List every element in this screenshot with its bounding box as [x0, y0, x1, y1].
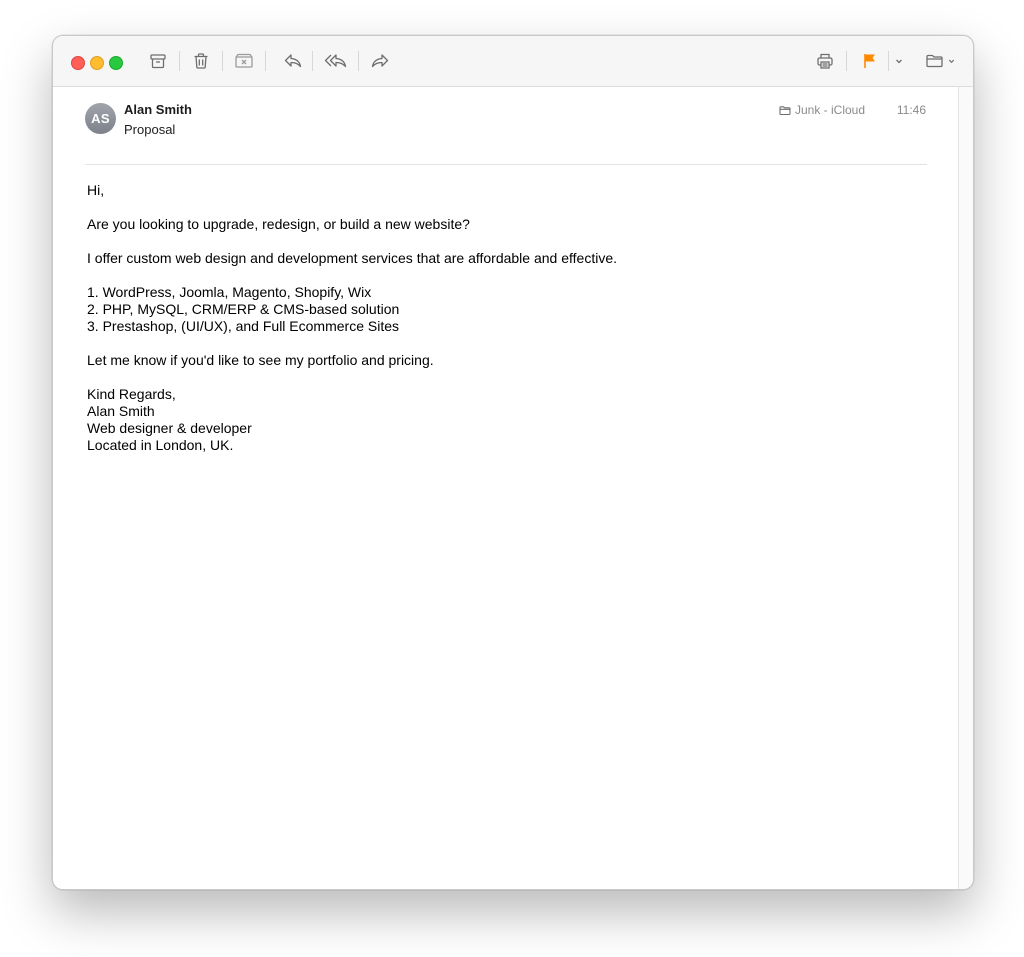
flag-menu-button[interactable]: [891, 50, 907, 72]
signature-line: Kind Regards,: [87, 386, 176, 402]
toolbar-separator: [358, 51, 359, 71]
reply-icon: [283, 52, 303, 70]
junk-button[interactable]: [233, 50, 255, 72]
signature: [87, 386, 927, 454]
mail-window: [52, 35, 974, 890]
list-item: 3. Prestashop, (UI/UX), and Full Ecommerce Sites: [87, 318, 399, 334]
signature-line: Located in London, UK.: [87, 437, 234, 453]
toolbar-separator: [846, 51, 847, 71]
archive-button[interactable]: [147, 50, 169, 72]
signature-line: Web designer & developer: [87, 420, 252, 436]
toolbar-separator: [312, 51, 313, 71]
reply-button[interactable]: [282, 50, 304, 72]
message-body: [87, 182, 927, 454]
toolbar-separator: [222, 51, 223, 71]
chevron-down-icon: [947, 56, 956, 66]
mailbox-label[interactable]: [779, 103, 865, 117]
zoom-window-button[interactable]: [109, 56, 123, 70]
move-to-mailbox-button[interactable]: [923, 50, 957, 72]
body-greeting: Hi,: [87, 182, 105, 198]
junk-icon: [234, 52, 254, 70]
body-paragraph: Are you looking to upgrade, redesign, or build a new website?: [87, 216, 470, 232]
chevron-down-icon: [894, 56, 904, 66]
message-subject: Proposal: [124, 122, 176, 137]
body-paragraph: Let me know if you'd like to see my portfolio and pricing.: [87, 352, 434, 368]
toolbar-separator: [888, 51, 889, 71]
folder-icon: [925, 52, 947, 70]
archive-icon: [149, 52, 167, 70]
services-list: [87, 284, 927, 335]
forward-icon: [370, 52, 390, 70]
toolbar: [53, 36, 973, 87]
message-time: 11:46: [896, 103, 926, 117]
flag-icon: [861, 52, 879, 70]
forward-button[interactable]: [369, 50, 391, 72]
print-button[interactable]: [814, 50, 836, 72]
minimize-window-button[interactable]: [90, 56, 104, 70]
reply-all-button[interactable]: [324, 50, 350, 72]
body-paragraph: I offer custom web design and development services that are affordable and effective.: [87, 250, 617, 266]
avatar: AS: [85, 103, 116, 134]
toolbar-separator: [265, 51, 266, 71]
folder-icon: [779, 105, 791, 116]
scrollbar[interactable]: [958, 87, 973, 889]
signature-line: Alan Smith: [87, 403, 155, 419]
list-item: 1. WordPress, Joomla, Magento, Shopify, Wix: [87, 284, 372, 300]
printer-icon: [816, 52, 834, 70]
reply-all-icon: [324, 52, 350, 70]
delete-button[interactable]: [190, 50, 212, 72]
mailbox-name: Junk - iCloud: [794, 103, 865, 117]
close-window-button[interactable]: [71, 56, 85, 70]
header-divider: [85, 164, 927, 165]
flag-button[interactable]: [859, 50, 881, 72]
trash-icon: [192, 52, 210, 70]
list-item: 2. PHP, MySQL, CRM/ERP & CMS-based solution: [87, 301, 400, 317]
message-view: [53, 87, 958, 889]
sender-name[interactable]: Alan Smith: [124, 102, 192, 117]
toolbar-separator: [179, 51, 180, 71]
